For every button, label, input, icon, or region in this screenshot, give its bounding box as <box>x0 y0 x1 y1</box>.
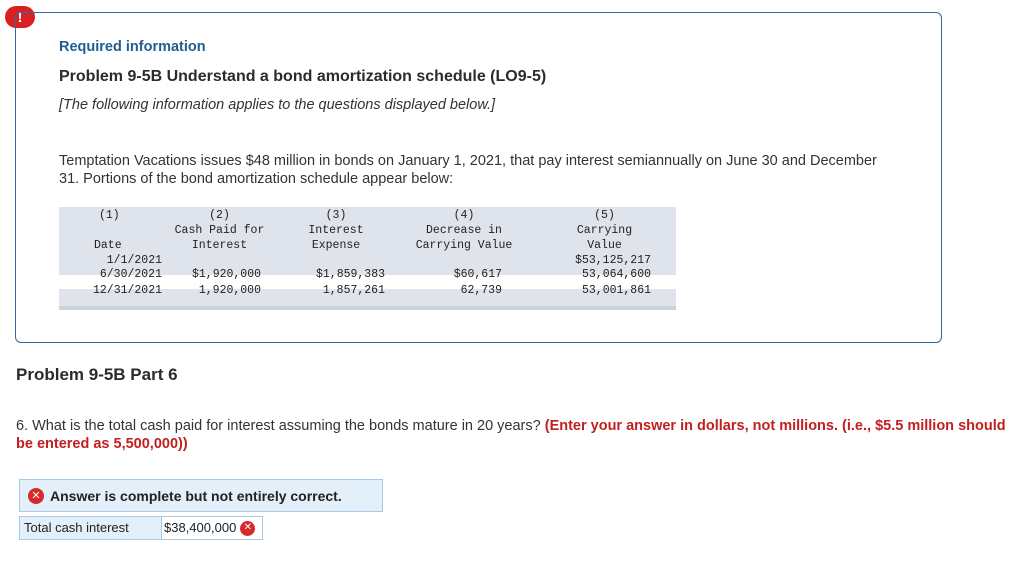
part-title: Problem 9-5B Part 6 <box>16 365 178 384</box>
question-text <box>16 417 1006 453</box>
header-expense: Expense <box>311 239 361 252</box>
problem-title: Problem 9-5B Understand a bond amortization schedule (LO9-5) <box>59 68 547 85</box>
header-value: Value <box>587 239 622 252</box>
col-num-3: (3) <box>325 209 347 222</box>
incorrect-x-icon: ✕ <box>240 521 255 536</box>
error-x-icon: ✕ <box>28 488 44 504</box>
table-cell-date: 1/1/2021 <box>106 254 162 267</box>
amortization-schedule <box>59 207 676 310</box>
col-num-2: (2) <box>209 209 230 222</box>
table-cell-interest-expense: $1,859,383 <box>315 268 385 281</box>
table-cell-date: 6/30/2021 <box>99 268 162 281</box>
answer-input[interactable] <box>161 516 263 540</box>
table-cell-carrying-value: 53,001,861 <box>581 284 651 297</box>
answer-status-text: Answer is complete but not entirely correct. <box>50 487 342 504</box>
table-cell-decrease: $60,617 <box>453 268 502 281</box>
table-cell-date: 12/31/2021 <box>92 284 162 297</box>
answer-value: $38,400,000 <box>164 520 237 535</box>
col-num-1: (1) <box>99 209 120 222</box>
table-divider <box>59 306 676 310</box>
header-date: Date <box>94 239 122 252</box>
table-cell-carrying-value: 53,064,600 <box>581 268 651 281</box>
table-cell-cash-paid: 1,920,000 <box>198 284 261 297</box>
table-cell-carrying-value: $53,125,217 <box>575 254 651 267</box>
alert-icon: ! <box>5 6 35 28</box>
header-decrease: Decrease in <box>426 224 502 237</box>
required-info-heading: Required information <box>59 39 206 55</box>
question-prompt: 6. What is the total cash paid for interest assuming the bonds mature in 20 years? <box>16 418 545 434</box>
header-carrying: Carrying <box>576 224 633 237</box>
header-cash-paid: Cash Paid for <box>174 224 265 237</box>
header-interest: Interest <box>308 224 364 237</box>
header-interest-2: Interest <box>191 239 248 252</box>
col-num-5: (5) <box>594 209 615 222</box>
answer-status-banner <box>19 479 383 512</box>
table-cell-cash-paid: $1,920,000 <box>191 268 261 281</box>
header-carrying-value: Carrying Value <box>415 239 513 252</box>
table-cell-interest-expense: 1,857,261 <box>322 284 385 297</box>
table-cell-decrease: 62,739 <box>460 284 502 297</box>
answer-label: Total cash interest <box>19 516 162 540</box>
applies-note: [The following information applies to the questions displayed below.] <box>59 97 496 113</box>
problem-description: Temptation Vacations issues $48 million in bonds on January 1, 2021, that pay interest semiannually on June 30 and December 31. Portions of the bond amortization schedule appear below: <box>59 153 877 187</box>
col-num-4: (4) <box>453 209 475 222</box>
question-instruction: (Enter your answer in dollars, not millions. (i.e., $5.5 million should be entered as 5,500,000)) <box>16 418 1006 452</box>
